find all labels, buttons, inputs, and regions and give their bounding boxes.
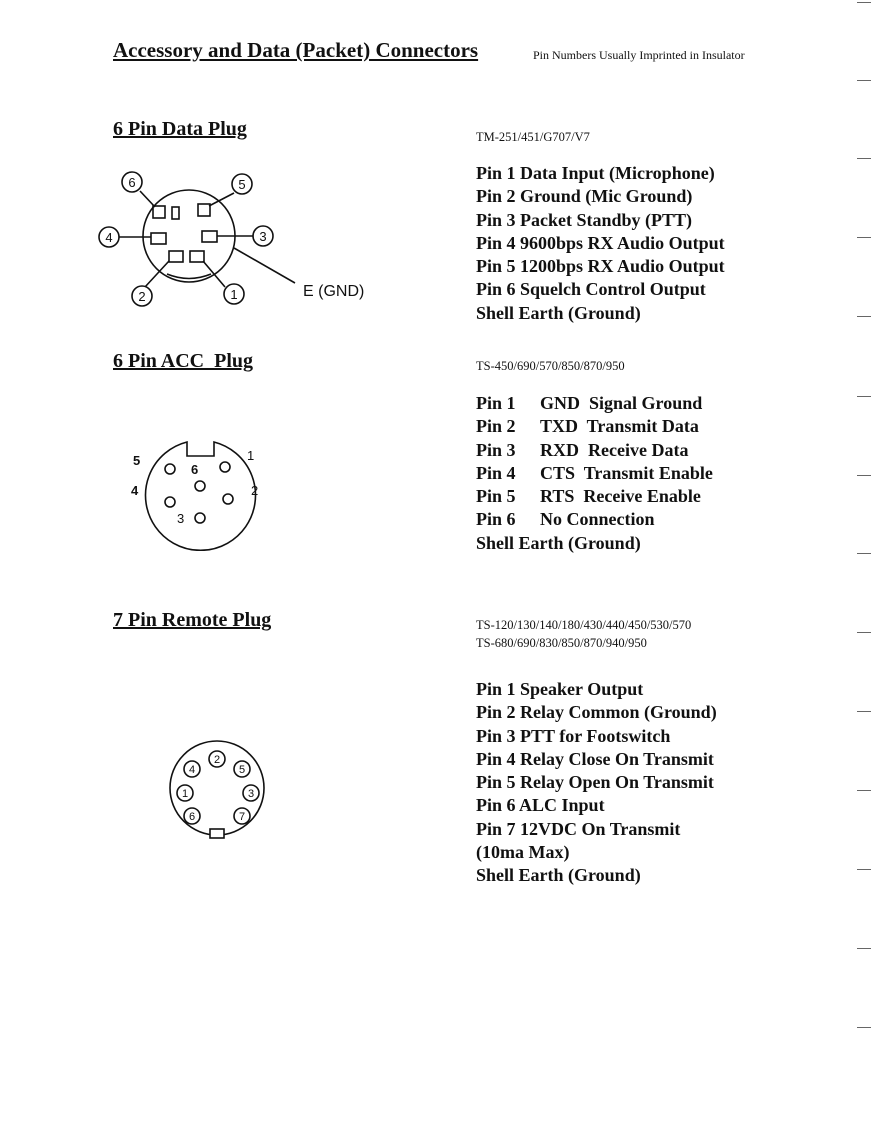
pin-description: ALC Input (519, 795, 605, 816)
model-list-data-plug: TM-251/451/G707/V7 (476, 130, 590, 144)
pin-row (476, 392, 713, 415)
pin-description: Squelch Control Output (520, 279, 706, 300)
acc-plug-pin-2 (223, 494, 233, 504)
remote-plug-pin-label: 5 (238, 764, 246, 776)
margin-tick (857, 711, 871, 712)
pin-number: Pin 3 (476, 209, 516, 230)
margin-tick (857, 553, 871, 554)
margin-tick (857, 237, 871, 238)
pin-row (476, 725, 717, 748)
remote-plug-pin-label: 6 (188, 811, 196, 823)
pin-description: Earth (Ground) (518, 532, 641, 553)
pin-description: Ground (Mic Ground) (520, 186, 693, 207)
pin-description: RXD Receive Data (540, 439, 689, 460)
data-plug-diagram (95, 165, 385, 310)
pin-number: Pin 3 (476, 439, 516, 460)
pin-row (476, 701, 717, 724)
model-list-acc-plug: TS-450/690/570/850/870/950 (476, 359, 625, 373)
pin-description: RTS Receive Enable (540, 486, 701, 507)
data-plug-label: 3 (259, 229, 267, 244)
pin-description: Packet Standby (PTT) (520, 209, 693, 230)
margin-tick (857, 396, 871, 397)
section-heading-remote-plug: 7 Pin Remote Plug (113, 609, 272, 631)
remote-plug-key (210, 829, 224, 838)
data-plug-pin-1 (190, 251, 204, 262)
acc-plug-pin-4 (165, 497, 175, 507)
acc-plug-pin-6 (195, 481, 205, 491)
pin-number: Pin 7 (476, 818, 516, 839)
acc-plug-pin-3 (195, 513, 205, 523)
section-heading-data-plug: 6 Pin Data Plug (113, 118, 247, 140)
page-title: Accessory and Data (Packet) Connectors (113, 38, 479, 62)
pin-description: Earth (Ground) (518, 302, 641, 323)
pin-number: Pin 4 (476, 462, 516, 483)
pin-number: Pin 6 (476, 279, 516, 300)
data-plug-pin-3 (202, 231, 217, 242)
pin-number: Pin 4 (476, 232, 516, 253)
acc-plug-shell (146, 442, 259, 550)
pin-row (476, 818, 717, 841)
data-plug-pin-5 (198, 204, 210, 216)
acc-plug-label: 2 (251, 483, 259, 498)
pin-number: Pin 2 (476, 702, 516, 723)
pin-number: Pin 4 (476, 748, 516, 769)
pin-list-data-plug (476, 162, 725, 325)
acc-plug-label: 6 (191, 462, 199, 477)
margin-tick (857, 158, 871, 159)
pin-description: Speaker Output (520, 679, 644, 699)
remote-plug-pin-label: 7 (238, 811, 246, 823)
margin-tick (857, 80, 871, 81)
pin-description: 9600bps RX Audio Output (520, 232, 725, 253)
pin-row-continuation: (10ma Max) (476, 842, 570, 863)
model-line: TS-680/690/830/850/870/940/950 (476, 636, 647, 650)
pin-row (476, 232, 725, 255)
pin-description: TXD Transmit Data (540, 416, 699, 437)
pin-row (476, 185, 725, 208)
data-plug-label: 6 (128, 175, 136, 190)
data-plug-label: 2 (138, 289, 146, 304)
pin-row (476, 771, 717, 794)
remote-plug-pin-label: 2 (213, 754, 221, 766)
pin-list-remote-plug (476, 678, 717, 888)
pin-number: Pin 6 (476, 509, 516, 530)
remote-plug-diagram (155, 738, 275, 843)
pin-row (476, 864, 717, 887)
margin-tick (857, 632, 871, 633)
data-plug-pin-4 (151, 233, 166, 244)
pin-row (476, 255, 725, 278)
pin-description: GND Signal Ground (540, 393, 703, 413)
pin-number: Pin 3 (476, 725, 516, 746)
pin-number: Pin 1 (476, 679, 516, 699)
pin-row (476, 209, 725, 232)
margin-tick (857, 475, 871, 476)
margin-tick (857, 1027, 871, 1028)
pin-number: Shell (476, 865, 515, 886)
data-plug-key (172, 207, 179, 219)
data-plug-label: 1 (230, 287, 238, 302)
acc-plug-pin-1 (220, 462, 230, 472)
margin-tick (857, 869, 871, 870)
pin-row (476, 302, 725, 325)
acc-plug-diagram (125, 436, 275, 551)
pin-description: 12VDC On Transmit (520, 818, 681, 839)
pin-description: PTT for Footswitch (520, 725, 671, 746)
acc-plug-label: 5 (133, 453, 141, 468)
acc-plug-label: 4 (131, 483, 139, 498)
margin-tick (857, 790, 871, 791)
pin-description: Relay Close On Transmit (520, 748, 714, 769)
data-plug-pin-2 (169, 251, 183, 262)
data-plug-notch (167, 274, 211, 279)
acc-plug-label: 3 (177, 511, 185, 526)
pin-description: Earth (Ground) (518, 865, 641, 886)
section-heading-acc-plug: 6 Pin ACC Plug (113, 350, 254, 372)
pin-row (476, 485, 713, 508)
pin-number: Shell (476, 302, 515, 323)
pin-row (476, 532, 713, 555)
data-plug-label: 4 (105, 230, 113, 245)
margin-tick (857, 948, 871, 949)
pin-row (476, 439, 713, 462)
pin-number: Pin 2 (476, 416, 516, 437)
pin-number: Pin 5 (476, 256, 516, 277)
pin-description: Relay Common (Ground) (520, 702, 717, 723)
pin-row (476, 678, 717, 701)
pin-number: Pin 1 (476, 163, 516, 183)
pin-description: No Connection (540, 509, 655, 530)
data-plug-label: 5 (238, 177, 246, 192)
pin-description: CTS Transmit Enable (540, 462, 713, 483)
pin-row (476, 278, 725, 301)
remote-plug-pin-label: 1 (181, 788, 189, 800)
pin-row (476, 508, 713, 531)
model-line: TS-120/130/140/180/430/440/450/530/570 (476, 618, 692, 632)
pin-list-acc-plug (476, 392, 713, 555)
pin-description: Data Input (Microphone) (520, 163, 715, 183)
pin-row (476, 462, 713, 485)
pin-number: Pin 6 (476, 795, 516, 816)
remote-plug-pin-label: 3 (247, 788, 255, 800)
pin-number: Pin 1 (476, 393, 516, 413)
margin-tick (857, 316, 871, 317)
pin-number: Pin 5 (476, 486, 516, 507)
pin-description: 1200bps RX Audio Output (520, 256, 725, 277)
remote-plug-pin-label: 4 (188, 764, 196, 776)
pin-description: Relay Open On Transmit (520, 772, 714, 793)
ground-label: E (GND) (303, 283, 365, 300)
acc-plug-pin-5 (165, 464, 175, 474)
data-plug-pin-6 (153, 206, 165, 218)
pin-number: Pin 2 (476, 186, 516, 207)
acc-plug-label: 1 (247, 448, 255, 463)
model-list-remote-plug (476, 616, 691, 652)
pin-number: Pin 5 (476, 772, 516, 793)
pin-number: Shell (476, 532, 515, 553)
margin-tick (857, 2, 871, 3)
pin-row (476, 748, 717, 771)
pin-row (476, 415, 713, 438)
pin-row (476, 794, 717, 817)
page-subtitle: Pin Numbers Usually Imprinted in Insulator (533, 48, 745, 62)
pin-row (476, 162, 725, 185)
